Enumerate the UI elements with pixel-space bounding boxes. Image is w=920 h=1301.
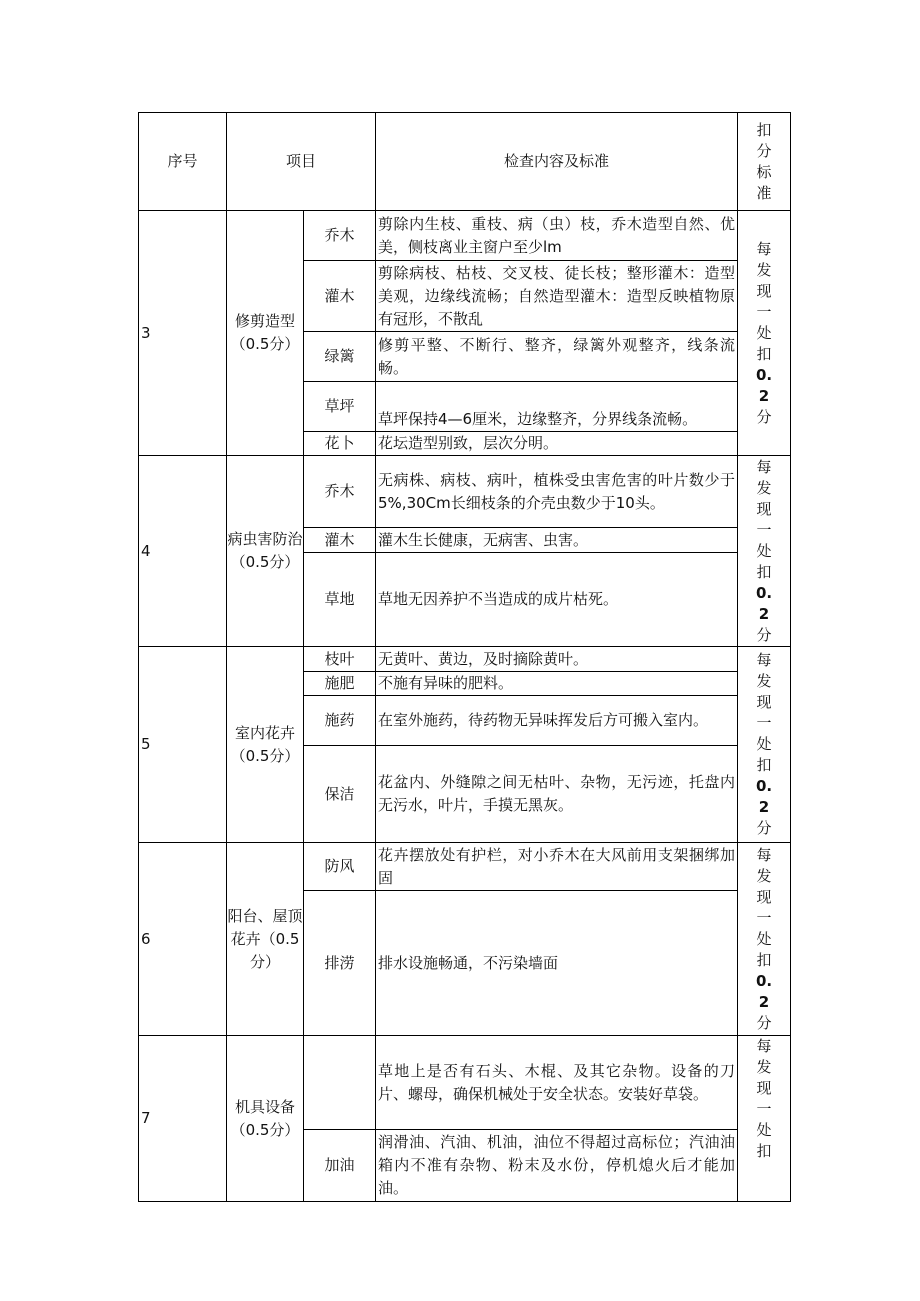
seq-cell: 3 [139,211,227,456]
sub-item: 保洁 [304,746,376,843]
header-content: 检查内容及标准 [376,113,738,211]
seq-cell: 6 [139,843,227,1036]
table-row [139,1036,791,1130]
sub-item: 草坪 [304,382,376,432]
standard-text: 草坪保持4—6厘米，边缘整齐，分界线条流畅。 [376,382,738,432]
sub-item: 草地 [304,553,376,647]
sub-item: 花卜 [304,432,376,456]
inspection-table [138,112,791,1202]
project-cell: 阳台、屋顶花卉（0.5分） [227,843,304,1036]
deduct-cell: 每发现一处扣 [738,1036,791,1202]
project-cell: 修剪造型（0.5分） [227,211,304,456]
sub-item: 加油 [304,1130,376,1202]
sub-item: 乔木 [304,211,376,261]
standard-text: 无黄叶、黄边，及时摘除黄叶。 [376,647,738,672]
sub-item: 乔木 [304,456,376,528]
header-seq: 序号 [139,113,227,211]
standard-text: 排水设施畅通，不污染墙面 [376,891,738,1036]
sub-item: 施肥 [304,672,376,696]
standard-text: 剪除病枝、枯枝、交叉枝、徒长枝；整形灌木：造型美观，边缘线流畅；自然造型灌木：造型反映植物原有冠形，不散乱 [376,261,738,332]
standard-text: 花盆内、外缝隙之间无枯叶、杂物，无污迹，托盘内无污水，叶片，手摸无黑灰。 [376,746,738,843]
standard-text: 灌木生长健康，无病害、虫害。 [376,528,738,553]
sub-item: 灌木 [304,261,376,332]
standard-text: 草地上是否有石头、木棍、及其它杂物。设备的刀片、螺母，确保机械处于安全状态。安装好草袋。 [376,1036,738,1130]
table-row [139,843,791,891]
standard-text: 花卉摆放处有护栏，对小乔木在大风前用支架捆绑加固 [376,843,738,891]
table-row [139,647,791,672]
standard-text: 花坛造型别致，层次分明。 [376,432,738,456]
sub-item: 排涝 [304,891,376,1036]
sub-item [304,1036,376,1130]
deduct-cell: 每发现一处扣0.2分 [738,456,791,647]
header-deduct: 扣分标准 [738,113,791,211]
deduct-cell: 每发现一处扣0.2分 [738,843,791,1036]
header-row [139,113,791,211]
standard-text: 不施有异味的肥料。 [376,672,738,696]
project-cell: 病虫害防治（0.5分） [227,456,304,647]
project-cell: 机具设备（0.5分） [227,1036,304,1202]
standard-text: 无病株、病枝、病叶，植株受虫害危害的叶片数少于5%,30Cm长细枝条的介壳虫数少于10头。 [376,456,738,528]
deduct-cell: 每发现一处扣0.2分 [738,647,791,843]
standard-text: 剪除内生枝、重枝、病（虫）枝，乔木造型自然、优美，侧枝离业主窗户至少lm [376,211,738,261]
table-row [139,456,791,528]
sub-item: 施药 [304,696,376,746]
sub-item: 灌木 [304,528,376,553]
standard-text: 草地无因养护不当造成的成片枯死。 [376,553,738,647]
sub-item: 绿篱 [304,332,376,382]
seq-cell: 4 [139,456,227,647]
standard-text: 修剪平整、不断行、整齐，绿篱外观整齐，线条流畅。 [376,332,738,382]
table-row [139,211,791,261]
sub-item: 防风 [304,843,376,891]
sub-item: 枝叶 [304,647,376,672]
header-project: 项目 [227,113,376,211]
seq-cell: 7 [139,1036,227,1202]
standard-text: 在室外施药，待药物无异味挥发后方可搬入室内。 [376,696,738,746]
standard-text: 润滑油、汽油、机油，油位不得超过高标位；汽油油箱内不准有杂物、粉末及水份，停机熄火后才能加油。 [376,1130,738,1202]
project-cell: 室内花卉（0.5分） [227,647,304,843]
deduct-cell: 每发现一处扣0.2分 [738,211,791,456]
seq-cell: 5 [139,647,227,843]
